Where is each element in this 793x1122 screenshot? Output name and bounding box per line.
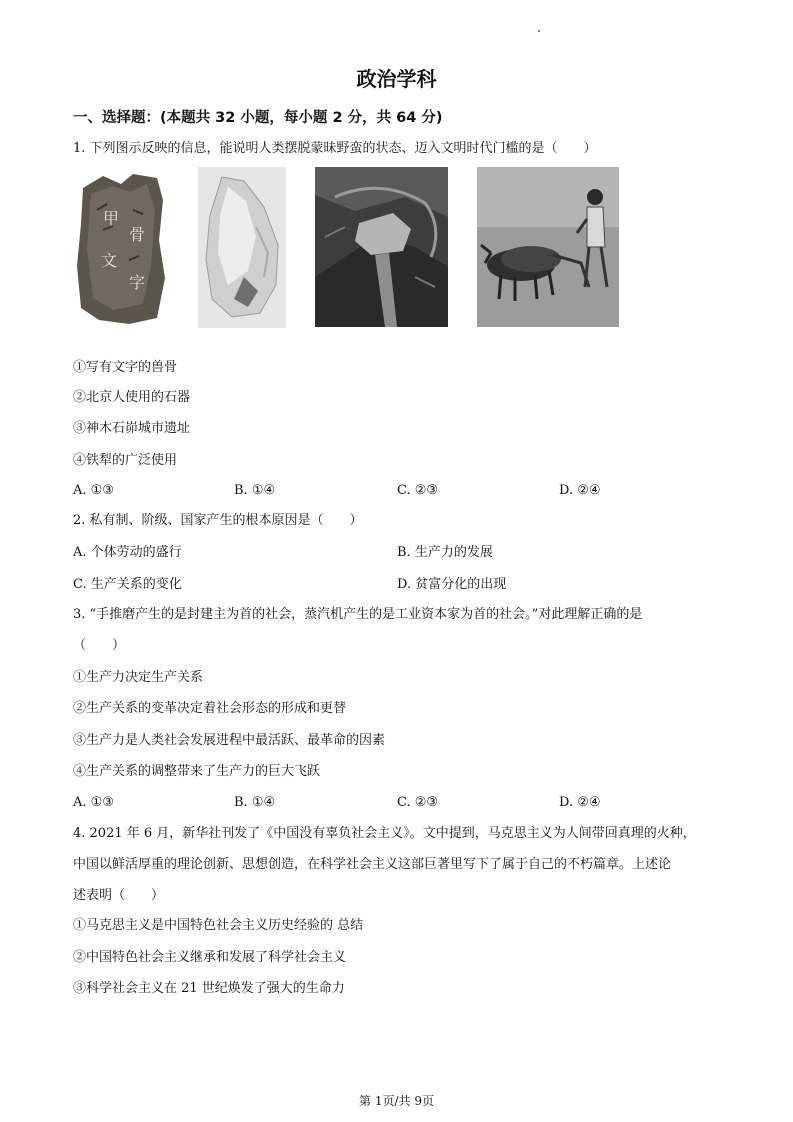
corner-dot <box>538 30 540 32</box>
q4-stem-line3: 述表明（ ） <box>73 888 165 903</box>
q1-item-4: ④铁犁的广泛使用 <box>73 453 178 468</box>
city-ruins-image <box>315 167 448 327</box>
q3-item-1: ①生产力决定生产关系 <box>73 670 204 685</box>
q4-item-2: ②中国特色社会主义继承和发展了科学社会主义 <box>73 950 347 965</box>
q1-item-2: ②北京人使用的石器 <box>73 390 191 405</box>
q2-option-b[interactable]: B. 生产力的发展 <box>397 545 493 560</box>
ox-plough-image <box>477 167 619 327</box>
q1-option-b[interactable]: B. ①④ <box>234 483 276 498</box>
q4-stem-line1: 4. 2021 年 6 月，新华社刊发了《中国没有辜负社会主义》。文中提到，马克思主义为人间带回真理的火种， <box>73 826 696 841</box>
q2-option-d[interactable]: D. 贫富分化的出现 <box>397 577 507 592</box>
q3-stem-line2: （ ） <box>73 638 126 653</box>
q4-stem-line2: 中国以鲜活厚重的理论创新、思想创造，在科学社会主义这部巨著里写下了属于自己的不朽篇章。上述论 <box>73 857 672 872</box>
q2-option-a[interactable]: A. 个体劳动的盛行 <box>73 545 182 560</box>
q1-option-a[interactable]: A. ①③ <box>73 483 114 498</box>
q1-item-1: ①写有文字的兽骨 <box>73 360 178 375</box>
oracle-glyph: 甲 <box>103 209 120 228</box>
oracle-bone-image <box>73 170 169 326</box>
q1-option-c[interactable]: C. ②③ <box>397 483 439 498</box>
q3-option-a[interactable]: A. ①③ <box>73 795 114 810</box>
q1-option-d[interactable]: D. ②④ <box>559 483 601 498</box>
q4-item-3: ③科学社会主义在 21 世纪焕发了强大的生命力 <box>73 981 345 996</box>
q3-item-4: ④生产关系的调整带来了生产力的巨大飞跃 <box>73 764 321 779</box>
section-heading: 一、选择题：(本题共 32 小题，每小题 2 分，共 64 分) <box>73 110 443 126</box>
q3-option-b[interactable]: B. ①④ <box>234 795 276 810</box>
q2-option-c[interactable]: C. 生产关系的变化 <box>73 577 182 592</box>
q1-stem: 1. 下列图示反映的信息，能说明人类摆脱蒙昧野蛮的状态、迈入文明时代门槛的是（ ） <box>73 141 597 156</box>
q3-item-3: ③生产力是人类社会发展进程中最活跃、最革命的因素 <box>73 733 386 748</box>
page-footer: 第 1页/共 9页 <box>359 1094 434 1108</box>
q3-item-2: ②生产关系的变革决定着社会形态的形成和更替 <box>73 701 347 716</box>
oracle-glyph: 骨 <box>129 225 146 244</box>
q3-stem-line1: 3. “手推磨产生的是封建主为首的社会，蒸汽机产生的是工业资本家为首的社会。”对此理解正确的是 <box>73 607 643 622</box>
oracle-glyph: 文 <box>101 251 118 270</box>
q4-item-1: ①马克思主义是中国特色社会主义历史经验的 总结 <box>73 918 364 933</box>
page-title: 政治学科 <box>356 67 437 91</box>
q3-option-c[interactable]: C. ②③ <box>397 795 439 810</box>
stone-tool-image <box>198 167 286 328</box>
oracle-glyph: 字 <box>129 273 146 292</box>
q2-stem: 2. 私有制、阶级、国家产生的根本原因是（ ） <box>73 513 363 528</box>
q3-option-d[interactable]: D. ②④ <box>559 795 601 810</box>
q1-item-3: ③神木石峁城市遗址 <box>73 421 191 436</box>
